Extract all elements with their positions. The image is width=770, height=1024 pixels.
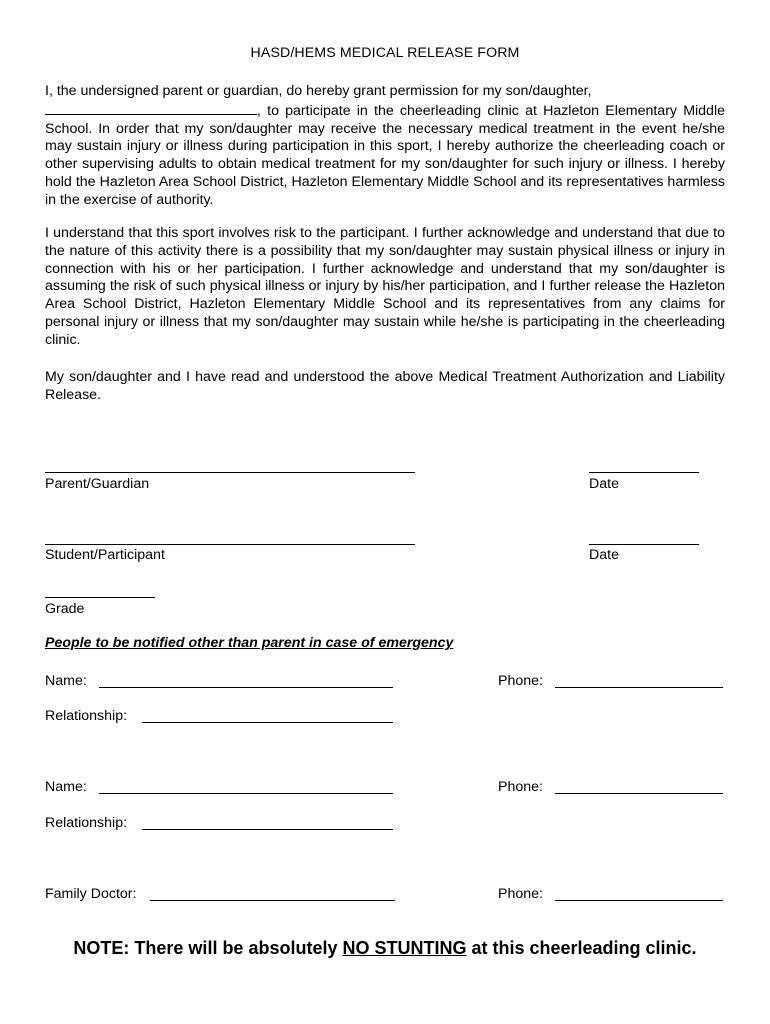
parent-date-label: Date bbox=[589, 476, 619, 492]
contact-1-name-line[interactable] bbox=[99, 687, 393, 688]
student-date-label: Date bbox=[589, 547, 619, 563]
contact-1-phone-label: Phone: bbox=[498, 673, 543, 689]
permission-paragraph-start: I, the undersigned parent or guardian, do hereby grant permission for my son/daughter, bbox=[45, 83, 592, 99]
student-signature-line[interactable] bbox=[45, 544, 415, 545]
parent-signature-line[interactable] bbox=[45, 472, 415, 473]
child-name-blank[interactable] bbox=[45, 101, 257, 115]
family-doctor-line[interactable] bbox=[150, 900, 395, 901]
contact-2-phone-line[interactable] bbox=[555, 793, 723, 794]
note-emphasis: NO STUNTING bbox=[342, 938, 467, 958]
contact-2-phone-label: Phone: bbox=[498, 779, 543, 795]
contact-2-relationship-line[interactable] bbox=[142, 829, 393, 830]
parent-date-line[interactable] bbox=[589, 472, 699, 473]
contact-1-phone-line[interactable] bbox=[555, 687, 723, 688]
doctor-phone-label: Phone: bbox=[498, 886, 543, 902]
permission-paragraph bbox=[45, 83, 725, 210]
contact-2-name-line[interactable] bbox=[99, 793, 393, 794]
doctor-phone-line[interactable] bbox=[555, 900, 723, 901]
permission-paragraph-rest: , to participate in the cheerleading clinic at Hazleton Elementary Middle School. In order that my son/daughter may receive the necessary medical treatment in the event he/she may sustain injury or illness during participation in this sport, I hereby authorize the cheerleading coach or other supervising adults to obtain medical treatment for my son/daughter for such injury or illness. I hereby hold the Hazleton Area School District, Hazleton Elementary Middle School and its representatives harmless in the exercise of authority. bbox=[45, 102, 725, 208]
note-suffix: at this cheerleading clinic. bbox=[466, 938, 697, 958]
form-title: HASD/HEMS MEDICAL RELEASE FORM bbox=[250, 45, 520, 61]
student-date-line[interactable] bbox=[589, 544, 699, 545]
student-participant-label: Student/Participant bbox=[45, 547, 165, 563]
acknowledgement-paragraph: My son/daughter and I have read and understood the above Medical Treatment Authorization and Liability Release. bbox=[45, 369, 725, 403]
contact-2-relationship-label: Relationship: bbox=[45, 815, 128, 831]
parent-guardian-label: Parent/Guardian bbox=[45, 476, 150, 492]
contact-1-name-label: Name: bbox=[45, 673, 87, 689]
no-stunting-note bbox=[0, 938, 770, 959]
note-prefix: NOTE: There will be absolutely bbox=[73, 938, 343, 958]
contact-2-name-label: Name: bbox=[45, 779, 87, 795]
contact-1-relationship-line[interactable] bbox=[142, 722, 393, 723]
family-doctor-label: Family Doctor: bbox=[45, 886, 137, 902]
contact-1-relationship-label: Relationship: bbox=[45, 708, 128, 724]
grade-line[interactable] bbox=[45, 597, 155, 598]
emergency-contacts-heading: People to be notified other than parent in case of emergency bbox=[45, 635, 454, 651]
grade-label: Grade bbox=[45, 601, 85, 617]
risk-paragraph: I understand that this sport involves risk to the participant. I further acknowledge and understand that due to the nature of this activity there is a possibility that my son/daughter may sustain physical illness or injury in connection with his or her participation. I further acknowledge and understand that my son/daughter is assuming the risk of such physical illness or injury by his/her participation, and I further release the Hazleton Area School District, Hazleton Elementary Middle School and its representatives from any claims for personal injury or illness that my son/daughter may sustain while he/she is participating in the cheerleading clinic. bbox=[45, 225, 725, 348]
